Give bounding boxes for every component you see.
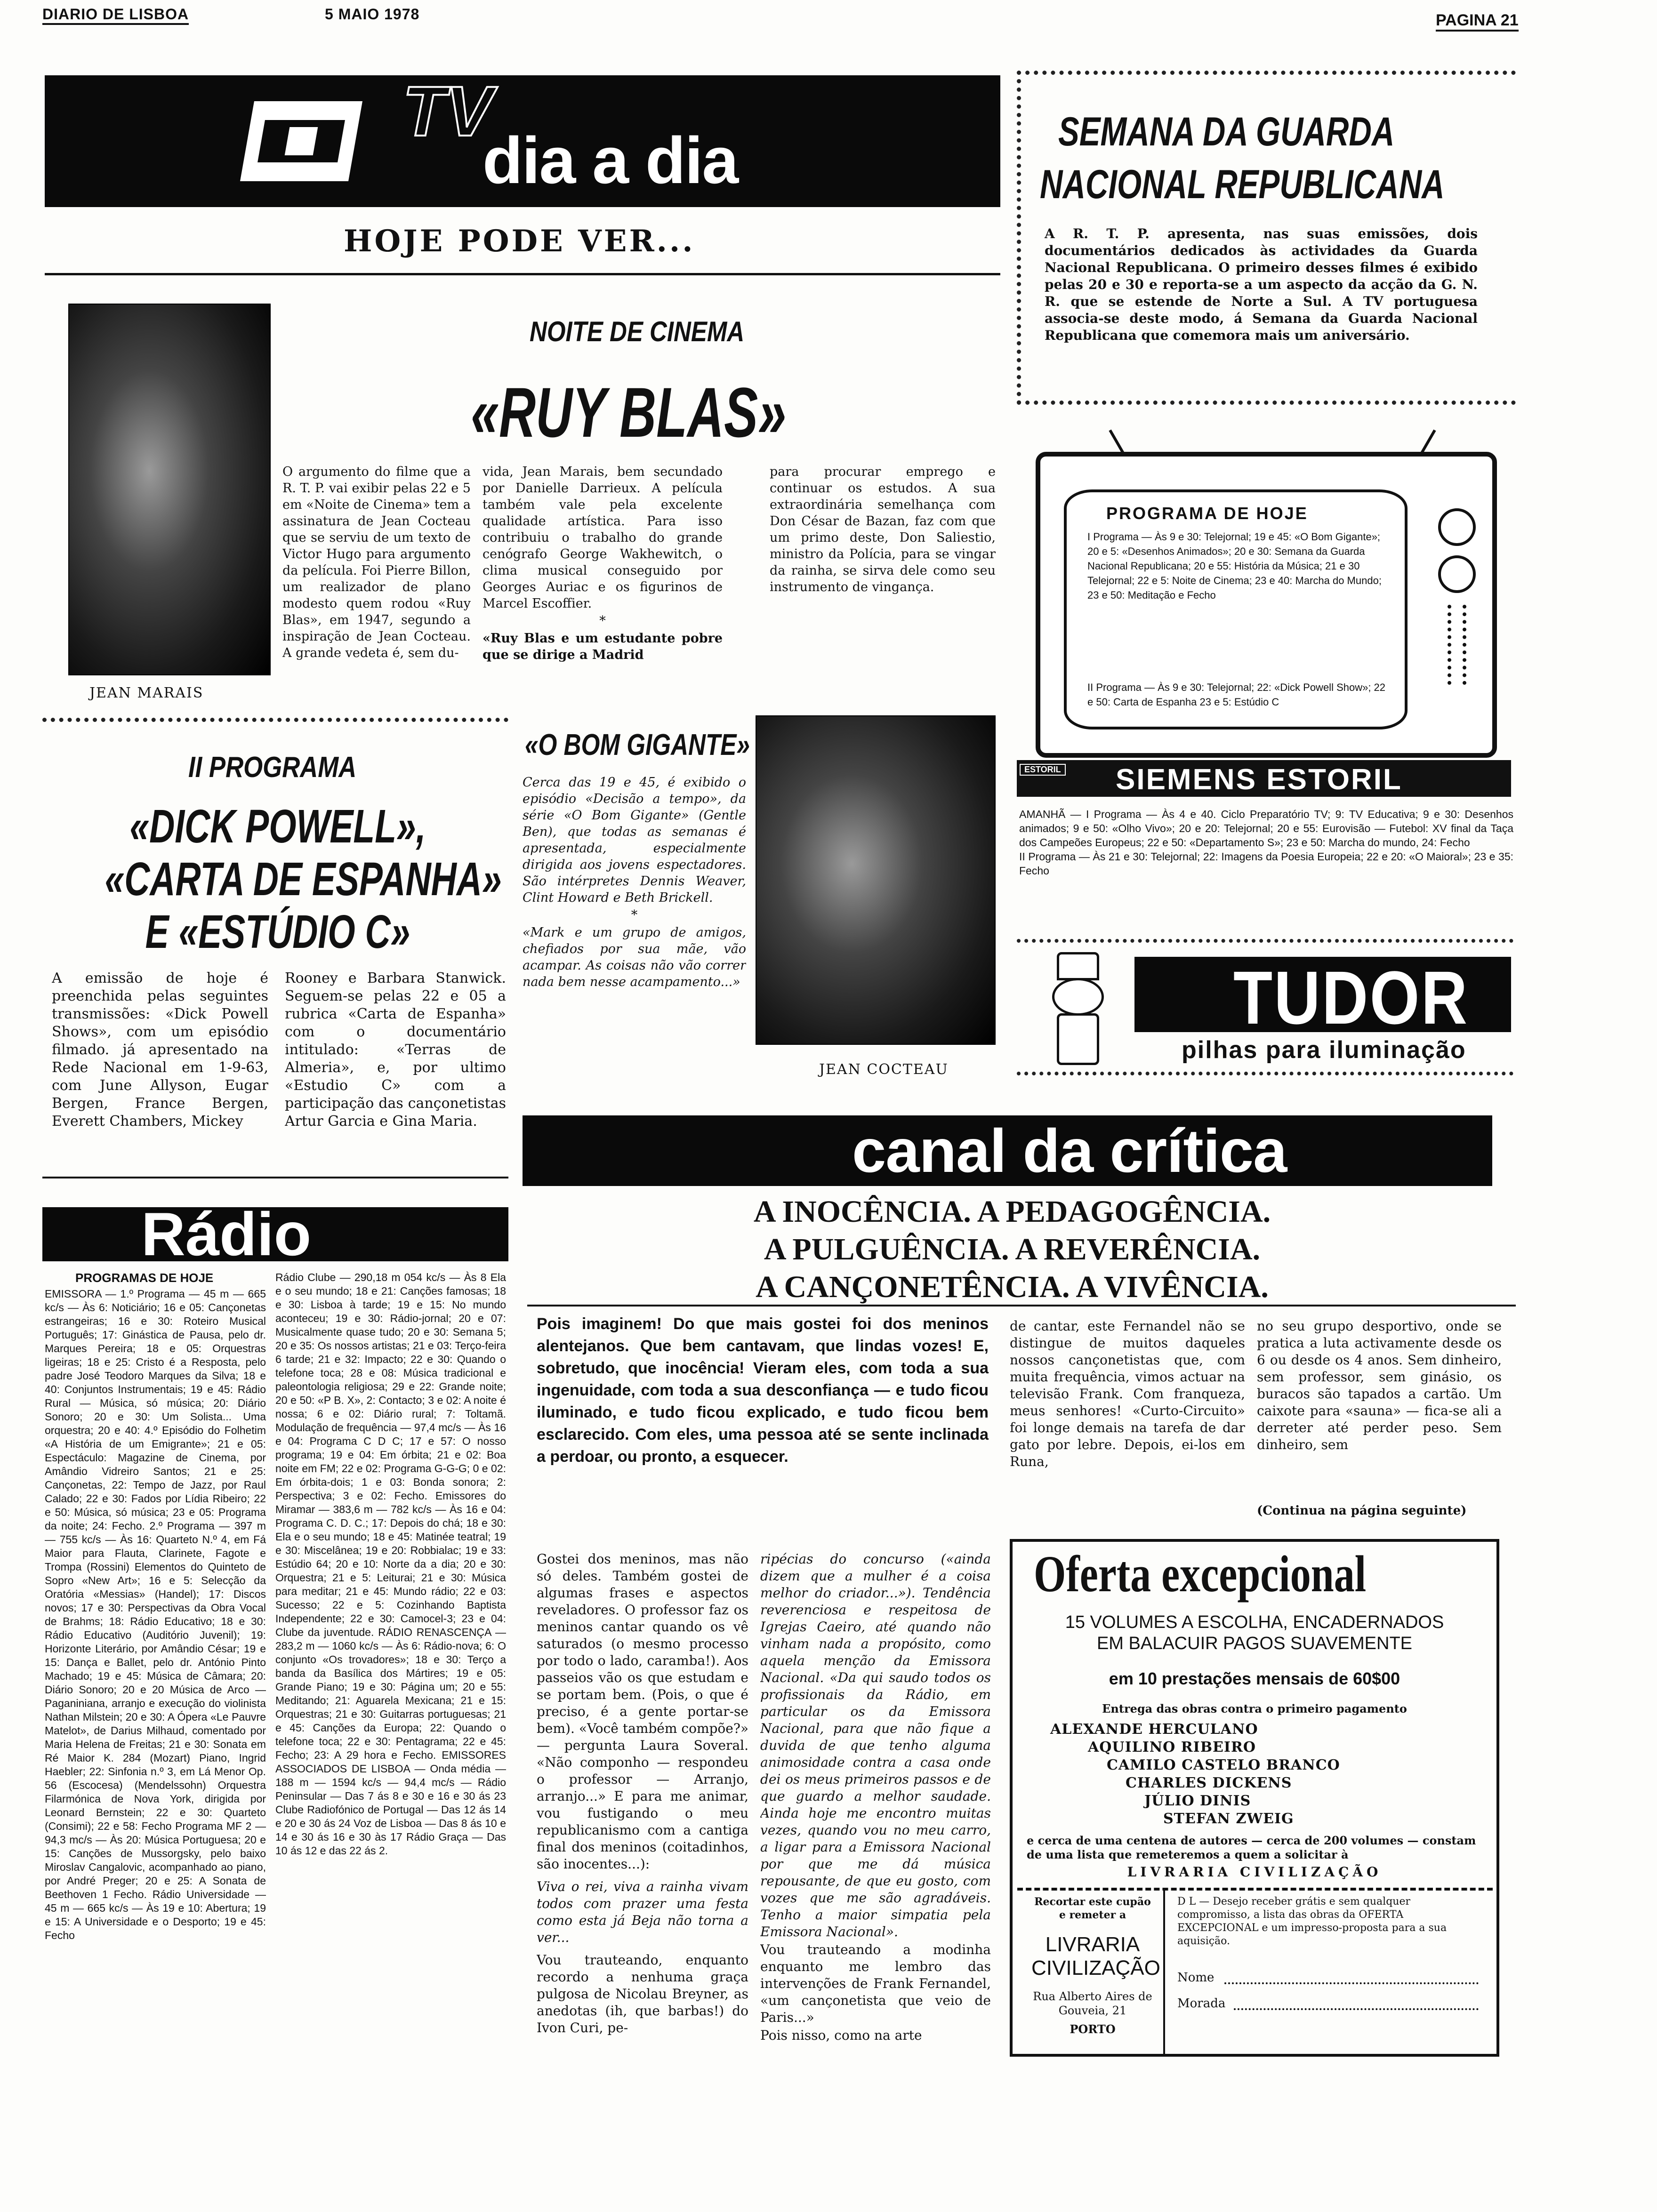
tv-knobs bbox=[1431, 508, 1483, 706]
radio-banner-title: Rádio bbox=[141, 1200, 312, 1268]
cinema-kicker: NOITE DE CINEMA bbox=[530, 316, 745, 347]
guarda-body: A R. T. P. apresenta, nas suas emissões, dois documentários dedicados às actividades da Guarda Nacional Republicana. O primeiro desses filmes é exibido pelas 20 e 30 e reporta-se a um aspecto da acção da G. N. R. que se estende de Norte a Sul. A TV portuguesa associa-se deste modo, á Semana da Guarda Nacional Republicana que comemora mais um aniversário. bbox=[1045, 226, 1478, 343]
cinema-col-3: para procurar emprego e continuar os estudos. A sua extraordinária semelhança com Don César de Bazan, faz com que um primo deste, Don Saliestio, ministro da Polícia, para se vingar da rainha, se sirva dele como seu instrumento de vingança. bbox=[770, 465, 996, 594]
gigante-title: «O BOM GIGANTE» bbox=[525, 728, 750, 761]
programa2-title-line: «DICK POWELL», bbox=[129, 800, 426, 853]
programa2-col-1: A emissão de hoje é preenchida pelas seguintes transmissões: «Dick Powell Shows», com um episódio filmado. já apresentado na Rede Nacional em 1-9-63, com June Allyson, Eugar Bergen, France Bergen, Everett Chambers, Mickey bbox=[52, 970, 268, 1130]
cinema-col-2-tail: «Ruy Blas e um estudante pobre que se dirige a Madrid bbox=[483, 631, 723, 662]
gigante-body bbox=[523, 774, 746, 1085]
photo-jean-cocteau bbox=[756, 715, 996, 1045]
programa2-title bbox=[47, 800, 508, 958]
page-number: PAGINA 21 bbox=[1436, 11, 1519, 32]
amanha-text bbox=[1019, 807, 1513, 878]
tudor-tagline: pilhas para iluminação bbox=[1182, 1036, 1466, 1064]
banner-subtitle: HOJE PODE VER... bbox=[344, 224, 695, 259]
coupon-right-text: D L — Desejo receber grátis e sem qualquer compromisso, a lista das obras da OFERTA EXCEPCIONAL e um impresso-proposta para a sua aquisição. bbox=[1177, 1896, 1447, 1947]
critica-col-3: de cantar, este Fernandel não se distingue de muitos daqueles nossos cançonetistas que, com muita frequência, vimos actuar na televisão Frank. Com franqueza, meus senhores! «Curto-Circuito» foi longe demais na tarefa de dar gato por lebre. Depois, ei-los em Runa, bbox=[1010, 1318, 1245, 1469]
oferta-sub2: EM BALACUIR PAGOS SUAVEMENTE bbox=[1096, 1634, 1413, 1653]
oferta-entrega: Entrega das obras contra o primeiro pagamento bbox=[1102, 1702, 1407, 1715]
oferta-title: Oferta excepcional bbox=[1034, 1545, 1367, 1603]
author: JÚLIO DINIS bbox=[1144, 1793, 1251, 1809]
guarda-title-line: NACIONAL REPUBLICANA bbox=[1040, 162, 1445, 207]
photo-caption: JEAN COCTEAU bbox=[819, 1061, 949, 1078]
coupon[interactable] bbox=[1017, 1888, 1493, 2052]
tvbox-title: PROGRAMA DE HOJE bbox=[1106, 504, 1308, 523]
tudor-brand: TUDOR bbox=[1233, 955, 1469, 1040]
asterisk: * bbox=[599, 614, 606, 628]
oferta-ad bbox=[1010, 1539, 1499, 2057]
divider bbox=[42, 1177, 508, 1178]
coupon-left-text: Recortar este cupão e remeter a bbox=[1034, 1896, 1151, 1921]
programa2-kicker: II PROGRAMA bbox=[188, 751, 357, 784]
divider bbox=[527, 1305, 1516, 1306]
critica-col-2-end: Vou trauteando a modinha enquanto me lembro das intervenções de Frank Fernandel, «um cançonetista que veio de Paris...» bbox=[760, 1942, 991, 2025]
critica-col-1-text: Gostei dos meninos, mas não só deles. Também gostei de algumas frases e aspectos reveladores. O professor faz os meninos cantar quando os vê saturados (o mesmo processo por todo o lado, caramba!). Aos passeios vão os que estudam e se portam bem. (Pois, o que é preciso, é a gente portar-se bem). «Você também compõe?» — pergunta Laura Soveral. «Não componho — respondeu o professor — Arranjo, arranjo...» E para me animar, vou fustigando o meu republicanismo com a cantiga final dos meninos (coitadinhos, são inocentes...): bbox=[537, 1551, 748, 1872]
gigante-text: Cerca das 19 e 45, é exibido o episódio «Decisão a tempo», da série «O Bom Gigante» (Gentle Ben), que todas as semanas é apresentada, especialmente dirigida aos jovens espectadores. São intérpretes Dennis Weaver, Clint Howard e Beth Brickell. bbox=[523, 775, 746, 905]
masthead-date: 5 MAIO 1978 bbox=[325, 6, 420, 23]
critica-headline-line: A INOCÊNCIA. A PEDAGOGÊNCIA. bbox=[753, 1194, 1271, 1229]
guarda-title-line: SEMANA DA GUARDA bbox=[1058, 109, 1395, 154]
tudor-ad bbox=[1017, 939, 1513, 1075]
radio-col-2: Rádio Clube — 290,18 m 054 kc/s — Às 8 Ela e o seu mundo; 18 e 21: Canções famosas; 18 e 30: Lisboa à tarde; 19 e 15: No mundo aconteceu; 19 e 30: Rádio-jornal; 20 e 07: Musicalmente quase tudo; 20 e 30: Semana 5; 20 e 35: Os nossos artistas; 21 e 03: Terço-feira 6 tarde; 21 e 32: Impacto; 22 e 30: Quando o telefone toca; 28 e 08: Música tradicional e paleontologia religiosa; 29 e 22: Grande noite; 20 e 50: «P B. X», 2: Contacto; 3 e 02: A noite é nossa; 6 e 02: Diário rural; 7: Toltamã. Modulação de frequência — 97,4 mc/s — Às 16 e 04: Programa C D C; 17 e 57: O nosso programa; 19 e 04: Em órbita; 21 e 02: Boa noite em FM; 22 e 02: Programa G-G-G; 0 e 02: Em órbita-dois; 1 e 03: Bonda sonora; 2: Perspectiva; 3 e 02: Fecho. Emissores do Miramar — 383,6 m — 782 kc/s — Às 16 e 04: Programa C. D. C.; 17: Depois do chá; 18 e 30: Ela e o seu mundo; 18 e 45: Matinée teatral; 19 e 30: Miscelânea; 19 e 20: Robbialac; 19 e 33: Estúdio 64; 20 e 10: Norte da a dia; 20 e 30: Orquestra; 21 e 5: Leiturai; 21 e 30: Música para meditar; 21 e 45: Mundo rádio; 22 e 03: Sucesso; 22 e 5: Cozinhando Baptista Independente; 22 e 30: Camocel-3; 23 e 04: Clube da juventude. RÁDIO RENASCENÇA — 283,2 m — 1060 kc/s — Às 6: Rádio-nova; 6: O conjunto «Os trovadores»; 18 e 30: Terço a banda da Basílica dos Mártires; 19 e 05: Grande Piano; 19 e 30: Página um; 20 e 55: Meditando; 21: Aguarela Mexicana; 21 e 15: Orquestras; 21 e 30: Guitarras portuguesas; 21 e 45: Canções da Europa; 22: Quando o telefone toca; 22 e 30: Pentagrama; 22 e 45: Fecho; 23: A 29 hora e Fecho. EMISSORES ASSOCIADOS DE LISBOA — Onda média — 188 m — 1594 kc/s — 94,4 mc/s — Rádio Peninsular — Das 7 ás 8 e 30 e 16 e 30 ás 23 Clube Radiofónico de Portugal — Das 12 ás 14 e 20 e 30 ás 24 Voz de Lisboa — Das 8 ás 10 e 14 e 30 ás 16 e 30 às 17 Rádio Graça — Das 10 ás 12 e das 22 ás 2. bbox=[275, 1271, 506, 1857]
critica-headline bbox=[612, 1193, 1412, 1306]
cinema-col-2-text: vida, Jean Marais, bem secundado por Danielle Darrieux. A película também vale pela excelente qualidade artística. Para isso contribuiu o trabalho do grande cenógrafo George Wakhewitch, o clima musical conseguido por Georges Auriac e os figurinos de Marcel Escoffier. bbox=[483, 465, 723, 611]
gigante-quote: «Mark e um grupo de amigos, chefiados por sua mãe, vão acampar. As coisas não vão correr nada bem nesse acampamento...» bbox=[523, 925, 746, 989]
radio-banner bbox=[42, 1200, 508, 1268]
author: STEFAN ZWEIG bbox=[1163, 1811, 1294, 1827]
critica-verse: Viva o rei, viva a rainha vivam todos com prazer uma festa como esta já Beja não torna a ver... bbox=[537, 1879, 748, 1945]
critica-banner-title: canal da crítica bbox=[852, 1116, 1287, 1185]
critica-banner bbox=[523, 1115, 1492, 1186]
programa2-title-line: E «ESTÚDIO C» bbox=[145, 906, 410, 958]
author: CHARLES DICKENS bbox=[1126, 1775, 1292, 1791]
coupon-address-field[interactable] bbox=[1234, 2008, 1479, 2010]
author: AQUILINO RIBEIRO bbox=[1088, 1739, 1256, 1755]
cinema-col-2 bbox=[483, 464, 723, 713]
tv-logo-icon bbox=[240, 101, 362, 181]
asterisk: * bbox=[631, 908, 638, 922]
guarda-box bbox=[1017, 71, 1516, 405]
tv-logo: TV bbox=[402, 72, 493, 151]
cinema-title: «RUY BLAS» bbox=[471, 373, 787, 452]
divider bbox=[45, 273, 1000, 275]
critica-col-1-end: Vou trauteando, enquanto recordo a nenhuma graça pulgosa de Nicolau Breyner, as anedotas (ih, que barbas!) do Ivon Curi, pe- bbox=[537, 1952, 748, 2036]
coupon-shop-2: CIVILIZAÇÃO bbox=[1031, 1956, 1160, 1980]
guarda-title bbox=[1040, 105, 1444, 211]
oferta-sub1: 15 VOLUMES A ESCOLHA, ENCADERNADOS bbox=[1065, 1612, 1444, 1632]
oferta-note: e cerca de uma centena de autores — cerca de 200 volumes — constam de uma lista que remeteremos a quem a solicitar à bbox=[1027, 1834, 1476, 1861]
siemens-brand: SIEMENS ESTORIL bbox=[1116, 763, 1402, 796]
photo-jean-marais bbox=[68, 304, 271, 675]
tv-banner bbox=[45, 72, 1000, 207]
radio-heading: PROGRAMAS DE HOJE bbox=[75, 1271, 214, 1285]
coupon-name-field[interactable] bbox=[1224, 1982, 1479, 1984]
radio-col-1: EMISSORA — 1.º Programa — 45 m — 665 kc/s — Às 6: Noticiário; 16 e 05: Cançonetas estrangeiras; 16 e 30: Roteiro Musical Português; 17: Ginástica de Pausa, pelo dr. Marques Pereira; 18 e 05: Orquestras ligeiras; 18 e 25: Cristo é a Resposta, pelo padre José Teodoro Marques da Silva; 18 e 40: Conjuntos Instrumentais; 19 e 45: Rádio Rural — Música, só música; 20: Diário Sonoro; 20 e 30: Um Solista... Uma orquestra; 20 e 40: 4.º Episódio do Folhetim «A História de um Emigrante»; 21 e 05: Espectáculo: Magazine de Cinema, por Amândio Vidreiro Santos; 21 e 25: Cançonetas, 22: Tempo de Jazz, por Raul Calado; 22 e 30: Fados por Lídia Ribeiro; 22 e 50: Música, só música; 23 e 05: Programa da noite; 24: Fecho. 2.º Programa — 397 m — 755 kc/s — Às 16: Quarteto N.º 4, em Fá Maior para Flauta, Clarinete, Fagote e Trompa (Rossini) Elementos do Quinteto de Sopro «New Art»; 16 e 5: Selecção da Oratória «Messias» (Handel); 17: Discos novos; 17 e 30: Perspectivas da Obra Vocal de Brahms; 18: Rádio Educativo; 18 e 30: Rádio Educativo (Auditório Juvenil); 19: Horizonte Literário, por Amândio César; 19 e 15: Dança e Ballet, pelo dr. António Pinto Machado; 19 e 45: Música de Câmara; 20: Diário Sonoro; 20 e 20 Música de Arco — Paganiniana, arranjo e execução do violinista Nathan Milstein; 20 e 30: A Ópera «Le Pauvre Matelot», de Darius Milhaud, comentado por Maria Helena de Freitas; 21 e 30: Sonata em Ré Maior K. 284 (Mozart) Piano, Ingrid Haebler; 22: Sinfonia n.º 3, em Lá Menor Op. 56 (Escocesa) (Mendelssohn) Orquestra Filarmónica de Nova York, dirigida por Leonard Bernstein; 22 e 30: Quarteto (Consimi); 22 e 58: Fecho Programa MF 2 — 94,3 mc/s — Às 20: Música Portuguesa; 20 e 15: Canções de Mussorgsky, pelo baixo Miroslav Cangalovic, acompanhado ao piano, por André Preger; 20 e 25: A Sonata de Beethoven 1 Fecho. Rádio Universidade — 45 m — 665 kc/s — Às 19 e 10: Abertura; 19 e 15: A Universidade e o Desporto; 19 e 45: Fecho bbox=[45, 1288, 266, 1941]
critica-headline-line: A PULGUÊNCIA. A REVERÊNCIA. bbox=[764, 1232, 1261, 1266]
siemens-small: ESTORIL bbox=[1020, 764, 1066, 776]
author: ALEXANDE HERCULANO bbox=[1050, 1721, 1258, 1738]
photo-caption: JEAN MARAIS bbox=[89, 685, 204, 701]
oferta-authors bbox=[1050, 1721, 1380, 1828]
oferta-price: em 10 prestações mensais de 60$00 bbox=[1109, 1669, 1400, 1688]
amanha-programa-2: II Programa — Às 21 e 30: Telejornal; 22: Imagens da Poesia Europeia; 22 e 20: «O Maioral»; 23 e 35: Fecho bbox=[1019, 850, 1513, 877]
masthead-paper: DIARIO DE LISBOA bbox=[42, 6, 189, 25]
continua-note: (Continua na página seguinte) bbox=[1257, 1504, 1467, 1518]
critica-col-1 bbox=[537, 1551, 748, 2125]
tv-banner-title: dia a dia bbox=[483, 123, 738, 197]
tvbox-programa-2: II Programa — Às 9 e 30: Telejornal; 22: «Dick Powell Show»; 22 e 50: Carta de Espanha 23 e 5: Estúdio C bbox=[1087, 681, 1386, 708]
coupon-city: PORTO bbox=[1070, 2022, 1116, 2036]
coupon-address-label: Morada bbox=[1177, 1996, 1226, 2011]
coupon-address: Rua Alberto Aires de Gouveia, 21 bbox=[1033, 1990, 1152, 2017]
critica-col-2-text: ripécias do concurso («ainda dizem que a mulher é a coisa melhor do criador...»). Tendência reverenciosa e respeitosa de Igrejas Caeiro, até quando não vinham nada a propósito, como aquela menção da Emissora Nacional. «Da qui saudo todos os profissionais da Rádio, em particular os da Emissora Nacional, para que não fique a duvida de que tenho alguma animosidade contra a casa onde dei os meus primeiros passos e de que guardo a melhor saudade. Ainda hoje me encontro muitas vezes, quando vou no meu carro, a ligar para a Emissora Nacional por que me dá música repousante, de que eu gosto, com vozes que me são agradáveis. Tenho a maior simpatia pela Emissora Nacional». bbox=[760, 1551, 991, 1940]
cinema-col-1: O argumento do filme que a R. T. P. vai exibir pelas 22 e 5 em «Noite de Cinema» tem a assinatura de Jean Cocteau que se serviu de um texto de Victor Hugo para argumento da película. Foi Pierre Billon, um realizador de plano modesto quem rodou «Ruy Blas», em 1947, segundo a inspiração de Jean Cocteau. A grande vedeta é, sem du- bbox=[282, 465, 471, 660]
amanha-programa-1: AMANHÃ — I Programa — Às 4 e 40. Ciclo Preparatório TV; 9: TV Educativa; 9 e 30: Desenhos animados; 9 e 50: «Olho Vivo»; 20 e 20: Telejornal; 20 e 55: Eurovisão — Futebol: XV final da Taça dos Campeões Europeus; 22 e 50: «Departamento S»; 23 e 50: Marcha do mundo, 24: Fecho bbox=[1019, 808, 1513, 849]
siemens-banner bbox=[1017, 760, 1511, 797]
critica-col-2 bbox=[760, 1551, 991, 2125]
divider bbox=[42, 718, 508, 722]
critica-col-2-tail: Pois nisso, como na arte bbox=[760, 2028, 922, 2043]
programa2-title-line: «CARTA DE ESPANHA» bbox=[105, 853, 502, 906]
author: CAMILO CASTELO BRANCO bbox=[1107, 1757, 1340, 1773]
tudor-mascot-icon bbox=[1029, 952, 1127, 1067]
coupon-name-label: Nome bbox=[1177, 1971, 1215, 1985]
coupon-shop-1: LIVRARIA bbox=[1045, 1933, 1140, 1956]
tvbox-programa-1: I Programa — Às 9 e 30: Telejornal; 19 e 45: «O Bom Gigante»; 20 e 5: «Desenhos Animados»; 20 e 30: Semana da Guarda Nacional Republicana; 20 e 55: História da Música; 21 e 30 Telejornal; 22 e 5: Noite de Cinema; 23 e 40: Marcha do Mundo; 23 e 50: Meditação e Fecho bbox=[1087, 531, 1382, 601]
programa2-col-2: Rooney e Barbara Stanwick. Seguem-se pelas 22 e 05 a rubrica «Carta de Espanha» com o documentário intitulado: «Terras de Almeria», e, por ultimo «Estudio C» com a participação das cançonetistas Artur Garcia e Gina Maria. bbox=[285, 970, 506, 1130]
critica-lead: Pois imaginem! Do que mais gostei foi dos meninos alentejanos. Que bem cantavam, que lindas vozes! E, sobretudo, que inocência! Vieram eles, com toda a sua ingenuidade, com toda a sua desconfiança — e tudo ficou iluminado, e tudo ficou explicado, e tudo ficou bem esclarecido. Com eles, uma pessoa até se sente inclinada a perdoar, ou pronto, a esquecer. bbox=[537, 1315, 989, 1466]
critica-headline-line: A CANÇONETÊNCIA. A VIVÊNCIA. bbox=[756, 1270, 1269, 1304]
oferta-shop: LIVRARIA CIVILIZAÇÃO bbox=[1127, 1864, 1382, 1880]
tv-set bbox=[1036, 452, 1497, 758]
critica-col-4: no seu grupo desportivo, onde se pratica a luta activamente desde os 6 ou desde os 4 anos. Sem dinheiro, sem professor, sem ginásio, os buracos são tapados a cartão. Um caixote para «sauna» — fica-se ali a derreter até perder peso. Sem dinheiro, sem bbox=[1257, 1318, 1502, 1452]
